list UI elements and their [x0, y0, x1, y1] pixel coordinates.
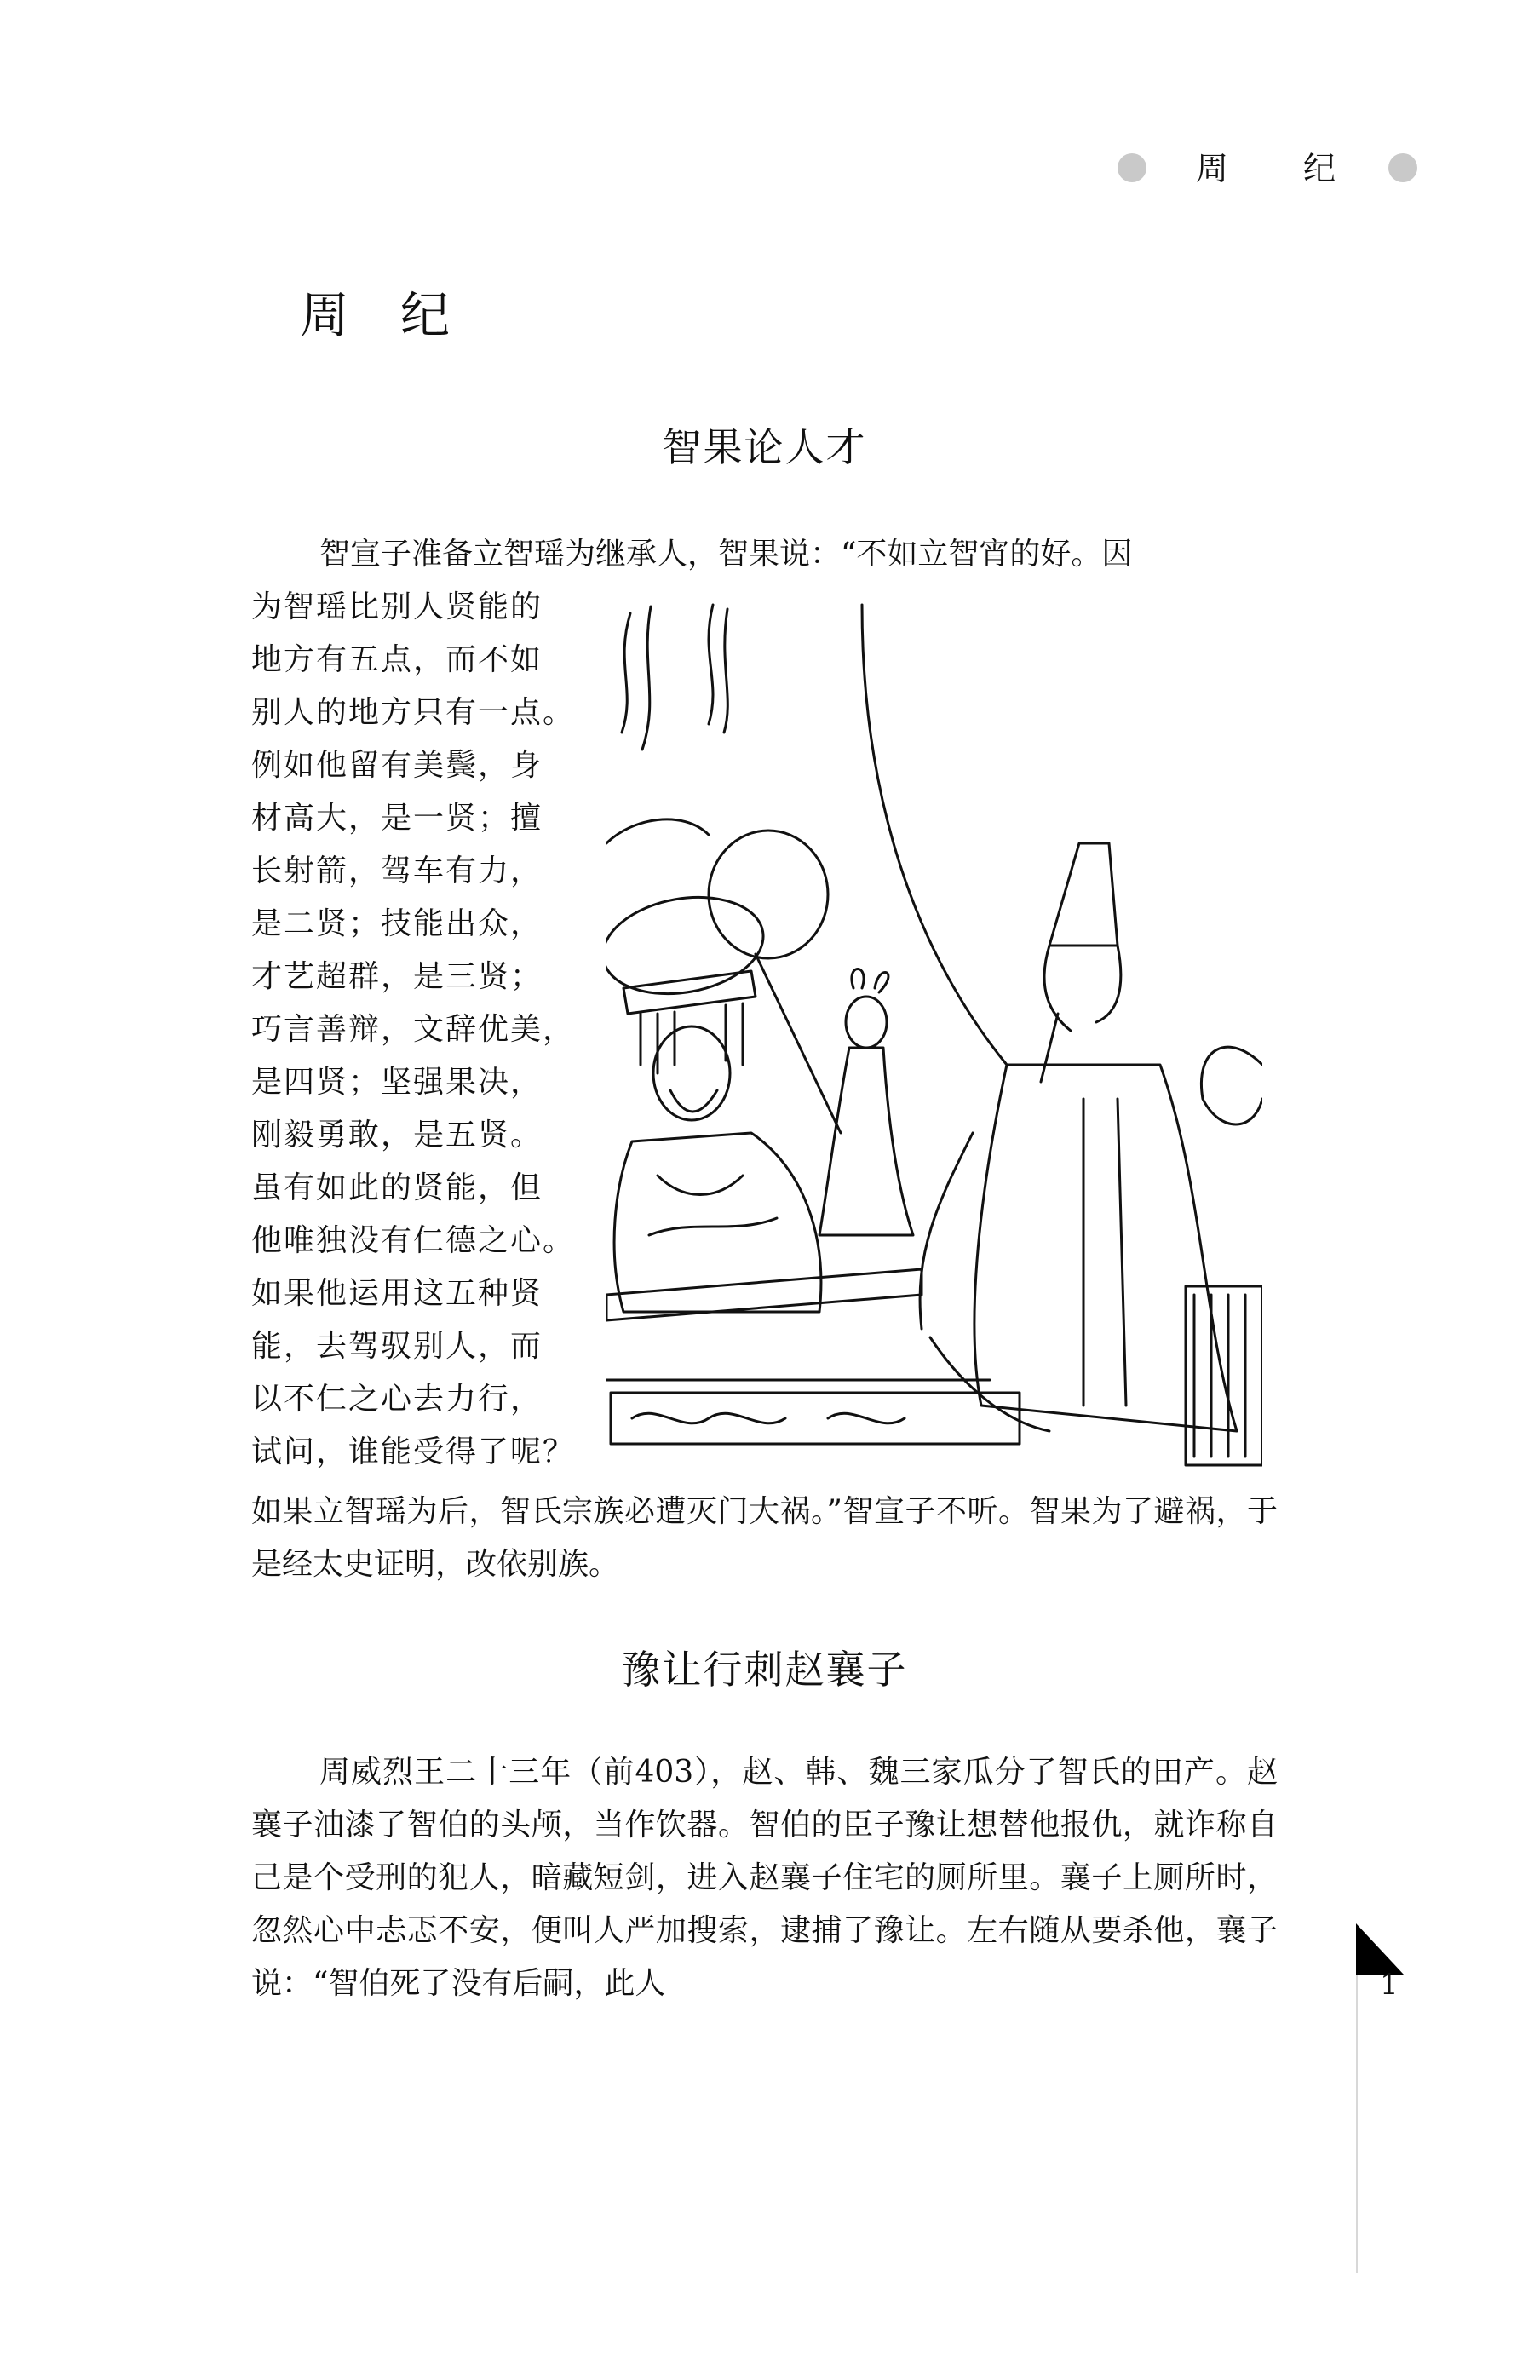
text-line: 虽有如此的贤能，但 [251, 1170, 543, 1205]
text-line: 是四贤；坚强果决， [251, 1065, 543, 1100]
section-title: 豫让行刺赵襄子 [621, 1647, 908, 1693]
text-line: 长射箭，驾车有力， [251, 854, 543, 888]
text-line: 试问，谁能受得了呢？ [251, 1434, 576, 1469]
attendant-figure [819, 969, 913, 1236]
paragraph: 周威烈王二十三年（前403），赵、韩、魏三家瓜分了智氏的田产。赵襄子油漆了智伯的头颅，当作饮器。智伯的臣子豫让想替他报仇，就诈称自己是个受刑的犯人，暗藏短剑，进入赵襄子住宅的厕所里。襄子上厕所时，忽然心中忐忑不安，便叫人严加搜索，逮捕了豫让。左右随从要杀他，襄子说：“智伯死了没有后嗣，此人 [251, 1755, 1278, 2001]
ceremonial-fans [606, 831, 841, 1133]
running-head [1107, 145, 1431, 196]
seated-ruler [614, 971, 821, 1312]
text-line: 刚毅勇敢，是五贤。 [251, 1118, 543, 1153]
standing-advisor [920, 843, 1237, 1431]
bullet-icon [1118, 153, 1146, 182]
curtain-drape [606, 605, 1007, 1065]
text-line: 为智瑶比别人贤能的 [251, 589, 543, 624]
text-line: 才艺超群，是三贤； [251, 959, 543, 994]
text-line: 例如他留有美鬓，身 [251, 748, 543, 783]
text-line: 如果他运用这五种贤 [251, 1276, 543, 1311]
text-line: 地方有五点，而不如 [251, 642, 543, 677]
text-line: 他唯独没有仁德之心。 [251, 1223, 576, 1258]
running-head-title: 周 纪 [1196, 150, 1338, 187]
section-title: 智果论人才 [662, 424, 867, 470]
illustration [606, 588, 1262, 1474]
text-line: 材高大，是一贤；擅 [251, 801, 543, 836]
page-corner-triangle-icon [1356, 1923, 1404, 1975]
text-line: 以不仁之心去力行， [251, 1382, 543, 1417]
page-number: 1 [1380, 1968, 1399, 2002]
chapter-title: 周 纪 [300, 286, 451, 344]
table-and-drum [606, 1047, 1262, 1465]
text-line: 别人的地方只有一点。 [251, 695, 576, 730]
text-line: 巧言善辩，文辞优美， [251, 1012, 576, 1047]
text-line: 是二贤；技能出众， [251, 906, 543, 941]
paragraph-first-line: 智宣子准备立智瑶为继承人，智果说：“不如立智宵的好。因 [319, 537, 1133, 572]
bullet-icon [1388, 153, 1417, 182]
paragraph-wrapped-text [251, 581, 592, 1479]
margin-rule [1356, 1975, 1358, 2273]
paragraph-continuation: 如果立智瑶为后，智氏宗族必遭灭门大祸。”智宣子不听。智果为了避祸，于是经太史证明，改依别族。 [251, 1494, 1278, 1582]
text-line: 能，去驾驭别人，而 [251, 1329, 543, 1364]
